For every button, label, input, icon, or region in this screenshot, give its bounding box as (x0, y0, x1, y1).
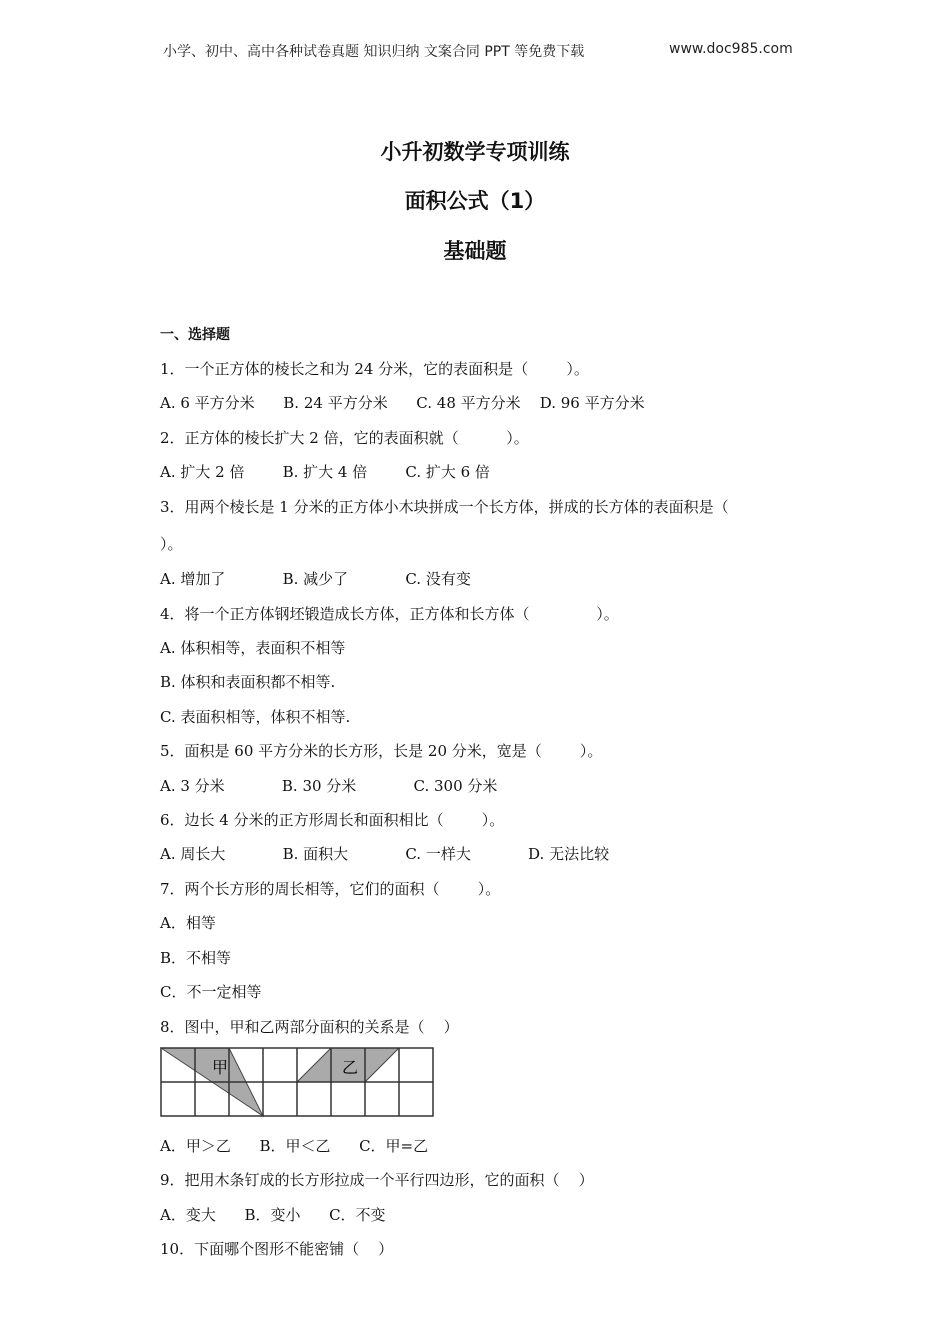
question-line: B. 体积和表面积都不相等. (160, 673, 336, 691)
question-line: A．相等 (160, 914, 216, 932)
question-line: 1．一个正方体的棱长之和为 24 分米，它的表面积是（ ）。 (160, 360, 589, 378)
question-line: A. 6 平方分米 B. 24 平方分米 C. 48 平方分米 D. 96 平方分米 (160, 394, 645, 412)
question-line: A. 体积相等，表面积不相等 (160, 639, 346, 657)
doc-level: 基础题 (443, 239, 507, 263)
question-line: 3．用两个棱长是 1 分米的正方体小木块拼成一个长方体，拼成的长方体的表面积是（ (160, 498, 729, 516)
question-line: 2．正方体的棱长扩大 2 倍，它的表面积就（ ）。 (160, 429, 529, 447)
doc-subtitle: 面积公式（1） (404, 189, 546, 213)
question-line: B．不相等 (160, 949, 232, 967)
question-line: 4．将一个正方体钢坯锻造成长方体，正方体和长方体（ ）。 (160, 605, 619, 623)
page-header (163, 41, 793, 61)
question-line: 8．图中，甲和乙两部分面积的关系是（ ） (160, 1018, 459, 1036)
question-line: 7．两个长方形的周长相等，它们的面积（ ）。 (160, 880, 501, 898)
question-line: A．变大 B．变小 C．不变 (160, 1206, 386, 1224)
label-yi: 乙 (342, 1058, 359, 1077)
header-text: 小学、初中、高中各种试卷真题 知识归纳 文案合同 PPT 等免费下载 (163, 44, 585, 60)
question-line: A. 周长大 B. 面积大 C. 一样大 D. 无法比较 (160, 845, 610, 863)
header-url: www.doc985.com (669, 41, 793, 57)
question-line: A．甲＞乙 B．甲＜乙 C．甲=乙 (160, 1137, 429, 1155)
question-line: A. 3 分米 B. 30 分米 C. 300 分米 (160, 777, 498, 795)
question-line: A. 扩大 2 倍 B. 扩大 4 倍 C. 扩大 6 倍 (160, 463, 490, 481)
doc-title: 小升初数学专项训练 (380, 140, 570, 164)
question-line: C. 表面积相等，体积不相等. (160, 708, 351, 726)
question-8-figure (160, 1047, 436, 1119)
section-heading: 一、选择题 (160, 327, 230, 343)
question-line: C．不一定相等 (160, 983, 262, 1001)
question-line: 9．把用木条钉成的长方形拉成一个平行四边形，它的面积（ ） (160, 1171, 594, 1189)
question-line: 10．下面哪个图形不能密铺（ ） (160, 1240, 394, 1258)
question-line: ）。 (160, 535, 183, 553)
label-jia: 甲 (212, 1058, 229, 1077)
question-line: 6．边长 4 分米的正方形周长和面积相比（ ）。 (160, 811, 505, 829)
question-line: A. 增加了 B. 减少了 C. 没有变 (160, 570, 471, 588)
question-line: 5．面积是 60 平方分米的长方形，长是 20 分米，宽是（ ）。 (160, 742, 603, 760)
